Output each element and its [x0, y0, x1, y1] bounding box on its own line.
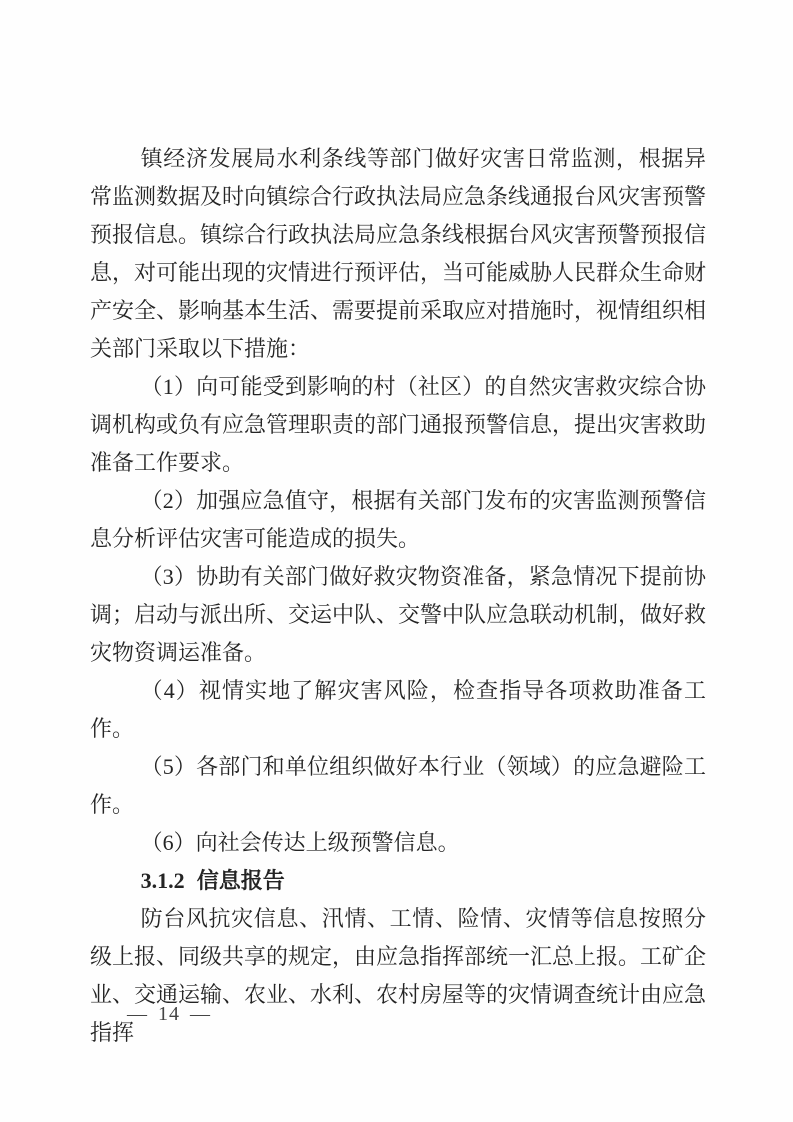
list-item-2: （2）加强应急值守，根据有关部门发布的灾害监测预警信息分析评估灾害可能造成的损失。 — [90, 488, 706, 551]
page-footer — [127, 1003, 211, 1025]
list-item-5: （5）各部门和单位组织做好本行业（领域）的应急避险工作。 — [90, 754, 706, 817]
paragraph-intro: 镇经济发展局水利条线等部门做好灾害日常监测，根据异常监测数据及时向镇综合行政执法局应急条线通报台风灾害预警预报信息。镇综合行政执法局应急条线根据台风灾害预警预报信息，对可能出现的灾情进行预评估，当可能威胁人民群众生命财产安全、影响基本生活、需要提前采取应对措施时，视情组织相关部门采取以下措施： — [90, 146, 707, 361]
list-item-1: （1）向可能受到影响的村（社区）的自然灾害救灾综合协调机构或负有应急管理职责的部门通报预警信息，提出灾害救助准备工作要求。 — [90, 374, 707, 475]
paragraph-info-report: 防台风抗灾信息、汛情、工情、险情、灾情等信息按照分级上报、同级共享的规定，由应急指挥部统一汇总上报。工矿企业、交通运输、农业、水利、农村房屋等的灾情调查统计由应急指挥 — [90, 906, 707, 1045]
page-number: — 14 — — [127, 1003, 211, 1025]
list-item-3: （3）协助有关部门做好救灾物资准备，紧急情况下提前协调；启动与派出所、交运中队、交警中队应急联动机制，做好救灾物资调运准备。 — [90, 564, 707, 665]
list-item-6: （6）向社会传达上级预警信息。 — [140, 830, 460, 855]
list-item-4: （4）视情实地了解灾害风险，检查指导各项救助准备工作。 — [90, 678, 706, 741]
section-heading: 3.1.2 信息报告 — [140, 868, 285, 893]
document-body — [90, 140, 706, 1052]
